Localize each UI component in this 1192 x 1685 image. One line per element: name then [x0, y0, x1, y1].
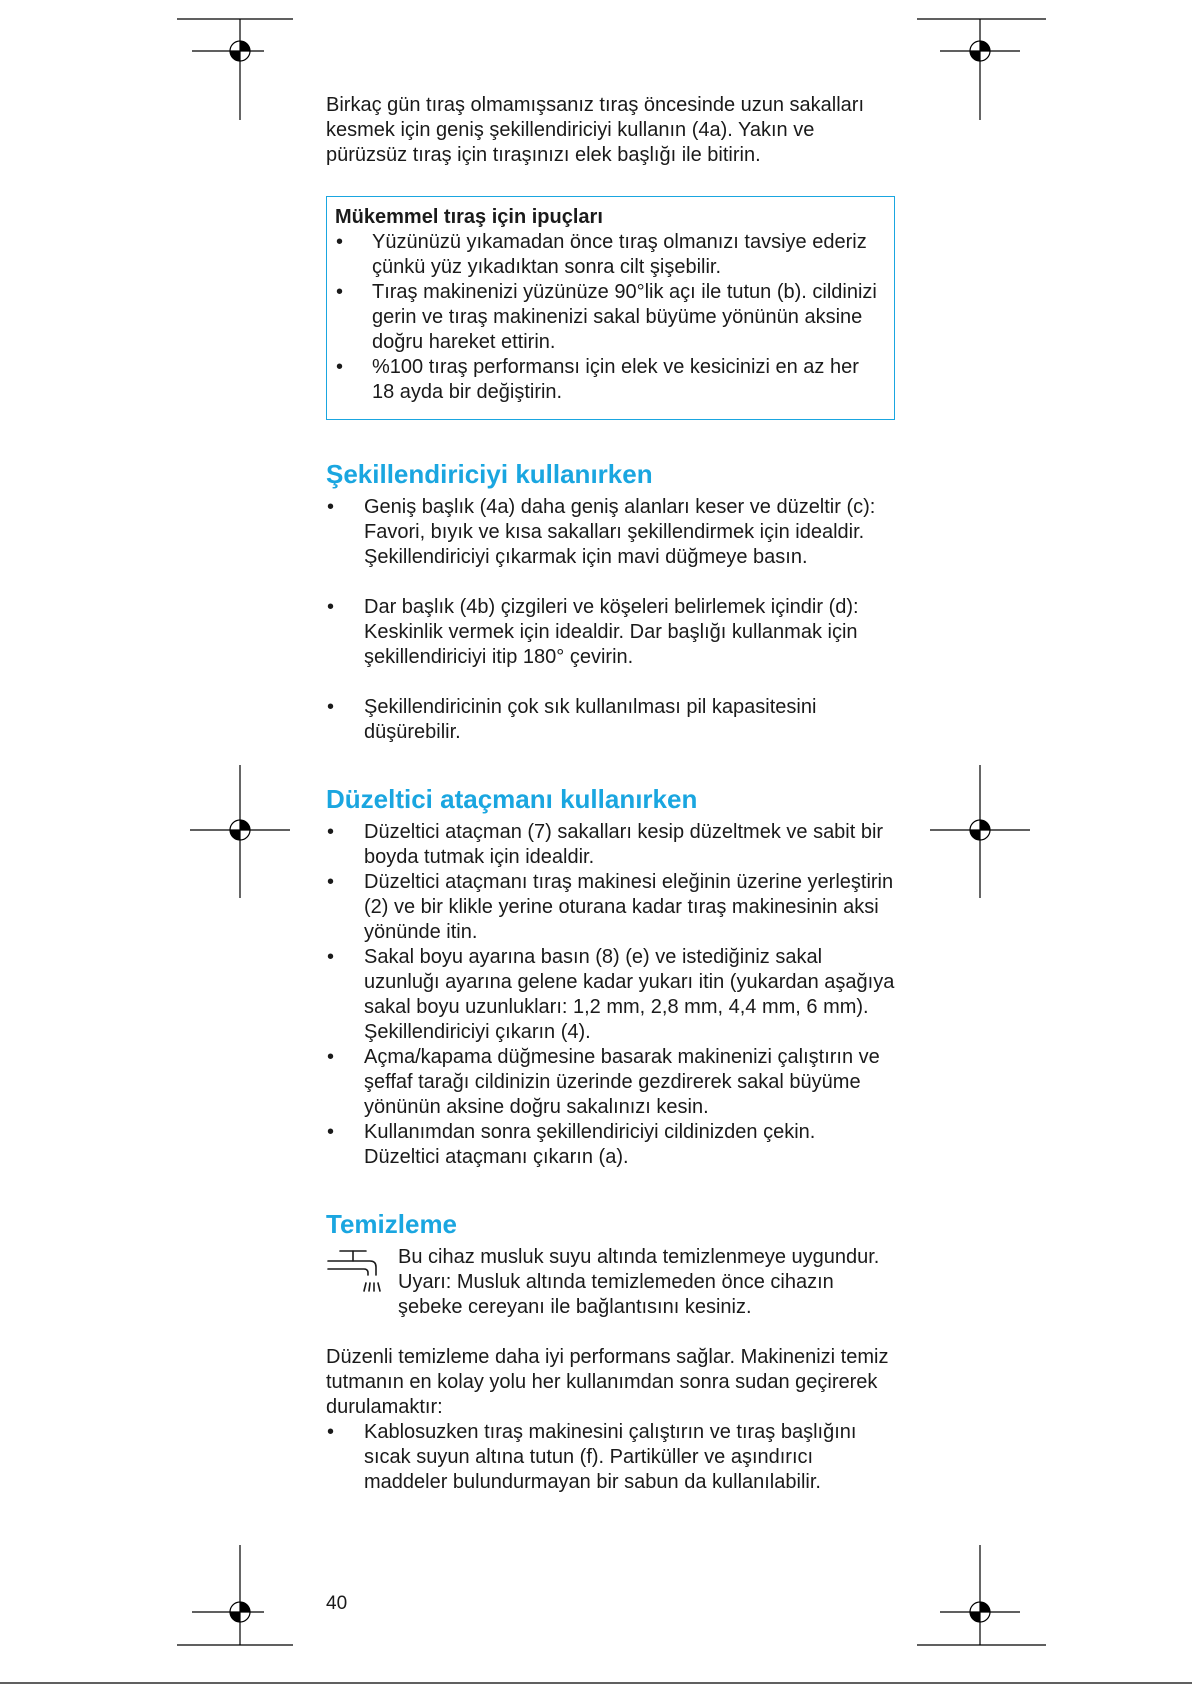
styler-list	[326, 495, 896, 745]
water-tap-icon	[326, 1247, 382, 1293]
list-item: • %100 tıraş performansı için elek ve kesicinizi en az her 18 ayda bir değiştirin.	[335, 355, 884, 405]
tips-list	[335, 230, 884, 405]
page-number: 40	[326, 1593, 348, 1614]
list-item: • Kullanımdan sonra şekillendiriciyi cildinizden çekin. Düzeltici ataçmanı çıkarın (a).	[326, 1120, 896, 1170]
list-item: • Sakal boyu ayarına basın (8) (e) ve istediğiniz sakal uzunluğı ayarına gelene kadar yukarı itin (yukardan aşağıya sakal boyu uzunlukları: 1,2 mm, 2,8 mm, 4,4 mm, 6 mm). Şekillendiriciyi çıkarın (4).	[326, 945, 896, 1045]
list-item: • Açma/kapama düğmesine basarak makinenizi çalıştırın ve şeffaf tarağı cildinizin üzerinde gezdirerek sakal büyüme yönünün aksine doğru sakalınızı kesin.	[326, 1045, 896, 1120]
tips-title: Mükemmel tıraş için ipuçları	[335, 206, 603, 228]
list-item: • Şekillendiricinin çok sık kullanılması pil kapasitesini düşürebilir.	[326, 695, 896, 745]
list-item: • Düzeltici ataçman (7) sakalları kesip düzeltmek ve sabit bir boyda tutmak için idealdir.	[326, 820, 896, 870]
list-item: • Kablosuzken tıraş makinesini çalıştırın ve tıraş başlığını sıcak suyun altına tutun (f). Partiküller ve aşındırıcı maddeler bulundurmayan bir sabun da kullanılabilir.	[326, 1420, 896, 1495]
list-item: • Tıraş makinenizi yüzünüze 90°lik açı ile tutun (b). cildinizi gerin ve tıraş makinenizi sakal büyüme yönünün aksine doğru hareket ettirin.	[335, 280, 884, 355]
cleaning-list	[326, 1420, 896, 1495]
main-content	[326, 93, 896, 1495]
cleaning-warning: Uyarı: Musluk altında temizlemeden önce cihazın şebeke cereyanı ile bağlantısını kesiniz.	[398, 1271, 834, 1318]
list-item: • Düzeltici ataçmanı tıraş makinesi eleğinin üzerine yerleştirin (2) ve bir klikle yerine oturana kadar tıraş makinesinin aksi yönünde itin.	[326, 870, 896, 945]
list-item: • Geniş başlık (4a) daha geniş alanları keser ve düzeltir (c): Favori, bıyık ve kısa sakalları şekillendirmek için idealdir. Şekillendiriciyi çıkarmak için mavi düğmeye basın.	[326, 495, 896, 570]
list-item: • Yüzünüzü yıkamadan önce tıraş olmanızı tavsiye ederiz çünkü yüz yıkadıktan sonra cilt şişebilir.	[335, 230, 884, 280]
tips-box	[326, 196, 895, 420]
section-heading-cleaning: Temizleme	[326, 1209, 458, 1239]
trimmer-list	[326, 820, 896, 1170]
cleaning-paragraph: Düzenli temizleme daha iyi performans sağlar. Makinenizi temiz tutmanın en kolay yolu her kullanımdan sonra sudan geçirerek durulamaktır:	[326, 1346, 889, 1418]
cleaning-note	[326, 1245, 896, 1320]
intro-paragraph: Birkaç gün tıraş olmamışsanız tıraş öncesinde uzun sakalları kesmek için geniş şekillendiriciyi kullanın (4a). Yakın ve pürüzsüz tıraş için tıraşınızı elek başlığı ile bitirin.	[326, 94, 865, 166]
cleaning-line-1: Bu cihaz musluk suyu altında temizlenmeye uygundur.	[398, 1246, 880, 1268]
section-heading-styler: Şekillendiriciyi kullanırken	[326, 459, 653, 489]
list-item: • Dar başlık (4b) çizgileri ve köşeleri belirlemek içindir (d): Keskinlik vermek için idealdir. Dar başlığı kullanmak için şekillendiriciyi itip 180° çevirin.	[326, 595, 896, 670]
section-heading-trimmer: Düzeltici ataçmanı kullanırken	[326, 784, 698, 814]
